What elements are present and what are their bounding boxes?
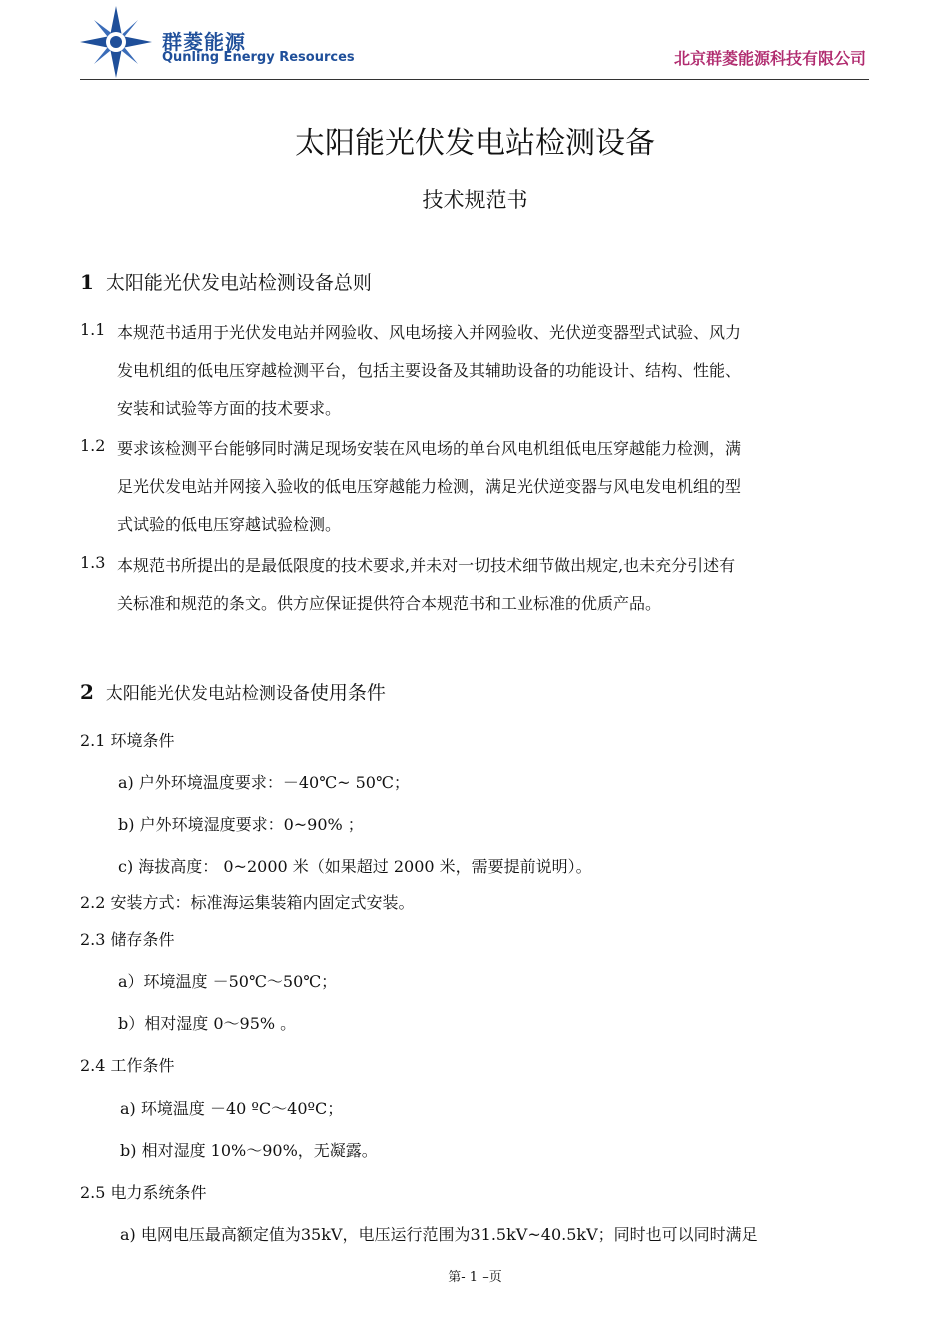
subsection-2-5-label: 2.5 电力系统条件 [80,1183,207,1202]
subsection-2-2-label: 2.2 安装方式：标准海运集装箱内固定式安装。 [80,893,415,912]
clause-1-3-number: 1.3 [80,553,106,572]
clause-1-2-number: 1.2 [80,436,106,455]
power-item-a: a) 电网电压最高额定值为35kV，电压运行范围为31.5kV~40.5kV；同时也可以同时满足 [120,1225,758,1244]
star-compass-logo-icon [80,6,152,78]
clause-1-1-line-3: 安装和试验等方面的技术要求。 [117,399,342,418]
clause-1-1-line-1: 本规范书适用于光伏发电站并网验收、风电场接入并网验收、光伏逆变器型式试验、风力 [117,323,742,342]
document-title: 太阳能光伏发电站检测设备 [295,126,655,161]
work-item-b: b) 相对湿度 10%～90%，无凝露。 [120,1141,378,1160]
section-2-title-a: 太阳能光伏发电站检测设备 [105,684,310,704]
storage-item-a: a）环境温度 －50℃～50℃； [118,972,338,991]
header-divider [80,79,869,80]
clause-1-1-line-2: 发电机组的低电压穿越检测平台，包括主要设备及其辅助设备的功能设计、结构、性能、 [117,361,742,380]
env-item-a: a) 户外环境温度要求：－40℃~ 50℃； [118,773,410,792]
section-1-title: 太阳能光伏发电站检测设备总则 [105,272,372,294]
subsection-2-1-label: 2.1 环境条件 [80,731,175,750]
company-name: 北京群菱能源科技有限公司 [673,49,866,68]
subsection-2-3-label: 2.3 储存条件 [80,930,175,949]
clause-1-3-line-2: 关标准和规范的条文。供方应保证提供符合本规范书和工业标准的优质产品。 [117,594,662,613]
logo-chinese-text: 群菱能源 [162,30,246,54]
clause-1-2-line-2: 足光伏发电站并网接入验收的低电压穿越能力检测，满足光伏逆变器与风电发电机组的型 [117,477,742,496]
clause-1-1-number: 1.1 [80,320,106,339]
env-item-c: c) 海拔高度： 0~2000 米（如果超过 2000 米，需要提前说明）。 [118,857,592,876]
section-2-title-b: 使用条件 [309,682,386,704]
page-number-footer: 第- 1 –页 [448,1270,502,1285]
section-2-number: 2 [80,680,94,704]
section-1-heading [80,268,372,295]
logo-english-text: Qunling Energy Resources [162,50,355,65]
clause-1-2-line-3: 式试验的低电压穿越试验检测。 [117,515,342,534]
clause-1-3-line-1: 本规范书所提出的是最低限度的技术要求,并未对一切技术细节做出规定,也未充分引述有 [117,556,736,575]
subsection-2-4-label: 2.4 工作条件 [80,1056,175,1075]
work-item-a: a) 环境温度 －40 ºC～40ºC； [120,1099,344,1118]
clause-1-2-line-1: 要求该检测平台能够同时满足现场安装在风电场的单台风电机组低电压穿越能力检测，满 [117,439,742,458]
env-item-b: b) 户外环境湿度要求：0~90% ； [118,815,364,834]
section-2-heading [80,678,386,705]
storage-item-b: b）相对湿度 0～95% 。 [118,1014,297,1033]
section-1-number: 1 [80,270,94,294]
document-subtitle: 技术规范书 [422,188,528,212]
